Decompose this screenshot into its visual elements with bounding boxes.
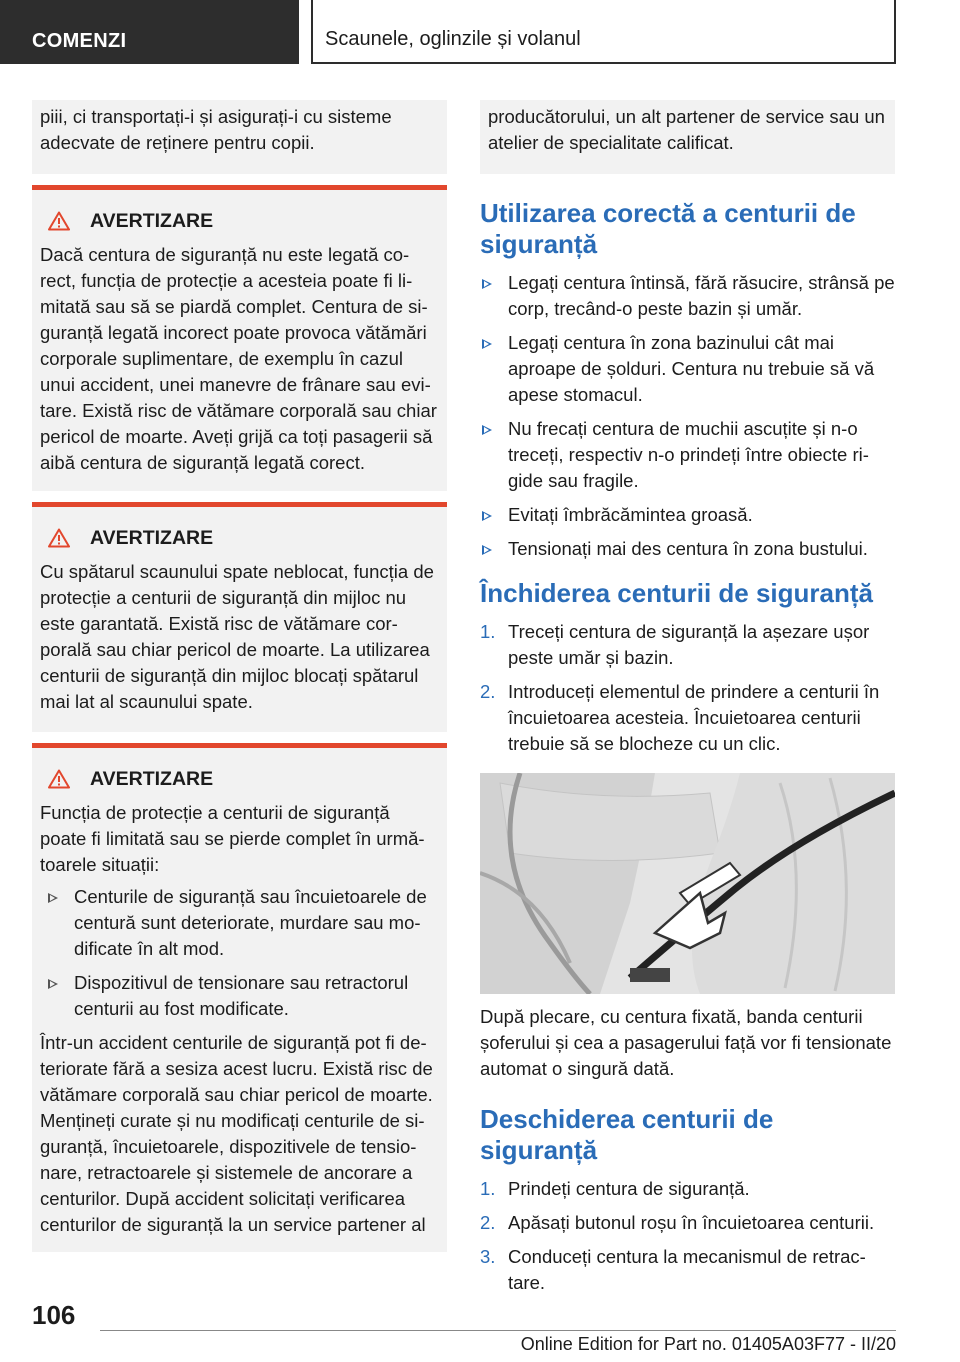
edition-text: Online Edition for Part no. 01405A03F77 - II/20: [520, 1334, 896, 1354]
list-item-text: Legați centura în zona bazinului cât mai aproape de șolduri. Centura nu trebuie să vă apese stomacul.: [508, 332, 875, 405]
step-item: [480, 1210, 895, 1236]
warning-heading: [40, 766, 439, 792]
intro-text: piii, ci transportați-i și asigurați-i cu sisteme adecvate de reținere pentru copii.: [40, 106, 392, 153]
bullet-triangle-icon: [48, 979, 58, 989]
warning-heading: [40, 525, 439, 551]
step-text: Treceți centura de siguranță la așezare ușor peste umăr și bazin.: [508, 621, 870, 668]
list-item: [40, 884, 439, 962]
warning-box-2: [32, 502, 447, 732]
step-item: [480, 619, 895, 671]
page-number: 106: [32, 1300, 76, 1330]
chapter-tab: Scaunele, oglinzile și volanul: [311, 0, 896, 64]
list-item: [40, 970, 439, 1022]
step-text: Prindeți centura de siguranță.: [508, 1178, 750, 1199]
warning-text: Cu spătarul scaunului spate neblocat, funcția de protecție a centurii de siguranță din mijloc nu este garantată. Există risc de vătămare corporală sau chiar pericol de moarte. La utilizarea centurii de siguranță din mijloc blocați spătarul mai lat al scaunului spate.: [40, 561, 434, 712]
step-number: 2.: [480, 1212, 496, 1233]
section-heading-correct-use: Utilizarea corectă a centurii de siguranță: [480, 198, 856, 259]
footer-divider: [100, 1330, 896, 1331]
bullet-triangle-icon: [482, 425, 492, 435]
step-number: 3.: [480, 1246, 496, 1267]
post-fastening-text: După plecare, cu centura fixată, banda centurii șoferului și cea a pasagerului față vor fi tensionate automat o singură dată.: [480, 1006, 892, 1079]
step-number: 2.: [480, 681, 496, 702]
bullet-triangle-icon: [482, 279, 492, 289]
list-item-text: Centurile de siguranță sau încuietoarele de centură sunt deteriorate, murdare sau modificate în alt mod.: [74, 886, 427, 959]
list-item-text: Tensionați mai des centura în zona bustului.: [508, 538, 868, 559]
warning-box-3: [32, 743, 447, 1252]
warning-heading: [40, 208, 439, 234]
step-number: 1.: [480, 621, 496, 642]
step-item: [480, 679, 895, 757]
warning-triangle-icon: [48, 211, 70, 231]
step-text: Apăsați butonul roșu în încuietoarea centurii.: [508, 1212, 875, 1233]
bullet-triangle-icon: [482, 339, 492, 349]
page-header: [0, 0, 960, 66]
warning-triangle-icon: [48, 769, 70, 789]
list-item: [480, 502, 895, 528]
step-item: [480, 1176, 895, 1202]
step-item: [480, 1244, 895, 1296]
warning-text: Dacă centura de siguranță nu este legată corect, funcția de protecție a acesteia poate fi limitată sau să se piardă complet. Centura de siguranță legată incorect poate provoca vătămări corporale suplimentare, de exemplu în cazul unui accident, unei manevre de frânare sau evitare. Există risc de vătămare corporală sau chiar pericol de moarte. Aveți grijă ca toți pasagerii să aibă centura de siguranță legată corect.: [40, 244, 437, 473]
warning-bullet-list: [40, 884, 439, 1022]
list-item-text: Legați centura întinsă, fără răsucire, strânsă pe corp, trecând-o peste bazin și umăr.: [508, 272, 895, 319]
list-item: [480, 536, 895, 562]
list-item-text: Dispozitivul de tensionare sau retractorul centurii au fost modificate.: [74, 972, 409, 1019]
section-heading-unfastening: Deschiderea centurii de siguranță: [480, 1104, 774, 1165]
bullet-triangle-icon: [482, 511, 492, 521]
step-text: Conduceți centura la mecanismul de retractare.: [508, 1246, 866, 1293]
correct-use-list: [480, 270, 895, 562]
bullet-triangle-icon: [48, 893, 58, 903]
right-column: [480, 100, 895, 1304]
list-item-text: Evitați îmbrăcămintea groasă.: [508, 504, 753, 525]
list-item-text: Nu frecați centura de muchii ascuțite și n-o treceți, respectiv n-o prindeți între obiecte rigide sau fragile.: [508, 418, 869, 491]
step-number: 1.: [480, 1178, 496, 1199]
left-column: [32, 100, 447, 1252]
step-text: Introduceți elementul de prindere a centurii în încuietoarea acesteia. Încuietoarea centurii trebuie să se blocheze cu un clic.: [508, 681, 880, 754]
list-item: [480, 270, 895, 322]
list-item: [480, 416, 895, 494]
section-tab: COMENZI: [0, 0, 299, 64]
warning-box-1: [32, 185, 447, 491]
warning-text: Funcția de protecție a centurii de siguranță poate fi limitată sau se pierde complet în următoarele situații:: [40, 802, 425, 875]
continuation-box: [480, 100, 895, 174]
intro-box: [32, 100, 447, 174]
page-footer: [0, 1290, 960, 1362]
bullet-triangle-icon: [482, 545, 492, 555]
list-item: [480, 330, 895, 408]
seatbelt-buckle-illustration: [480, 773, 895, 994]
unfastening-steps: [480, 1176, 895, 1296]
fastening-steps: [480, 619, 895, 757]
warning-title: AVERTIZARE: [90, 768, 214, 790]
section-heading-fastening: Închiderea centurii de siguranță: [480, 578, 873, 608]
warning-title: AVERTIZARE: [90, 527, 214, 549]
continuation-text: producătorului, un alt partener de service sau un atelier de specialitate calificat.: [488, 106, 885, 153]
warning-triangle-icon: [48, 528, 70, 548]
warning-title: AVERTIZARE: [90, 210, 214, 232]
warning-followup-text: Într-un accident centurile de siguranță pot fi deteriorate fără a sesiza acest lucru. Există risc de vătămare corporală sau chiar pericol de moarte. Mențineți curate și nu modificați centurile de siguranță, încuietoarele, dispozitivele de tensionare, retractoarele și sistemele de ancorare a centurilor. După accident solicitați verificarea centurilor de siguranță la un service partener al: [40, 1032, 433, 1235]
